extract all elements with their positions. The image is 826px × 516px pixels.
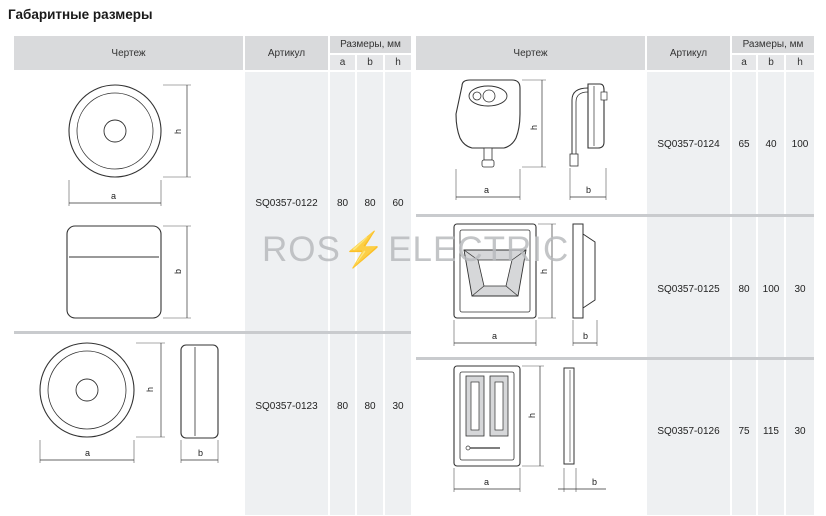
- dim-label-b: b: [198, 448, 204, 458]
- size-b-cell: 80: [364, 197, 376, 209]
- size-a-cell: 75: [738, 425, 750, 437]
- article-cell: SQ0357-0125: [657, 283, 720, 295]
- article-cell: SQ0357-0123: [255, 400, 318, 412]
- dim-label-b: b: [173, 268, 183, 274]
- dim-label-a: a: [492, 331, 498, 341]
- size-a-cell: 65: [738, 138, 750, 150]
- dim-label-a: a: [484, 185, 490, 195]
- size-h-cell: 30: [794, 425, 806, 437]
- header-a-right: a: [732, 55, 756, 70]
- size-h-cell: 100: [791, 138, 809, 150]
- dim-label-a: a: [111, 191, 117, 201]
- header-article-left: Артикул: [245, 36, 328, 70]
- article-cell: SQ0357-0124: [657, 138, 720, 150]
- dim-label-h: h: [145, 386, 155, 392]
- header-a-left: a: [330, 55, 355, 70]
- dim-label-a: a: [484, 477, 490, 487]
- right-row-separator: [416, 214, 814, 217]
- dim-label-h: h: [529, 124, 539, 130]
- right-row-separator: [416, 357, 814, 360]
- size-a-cell: 80: [336, 197, 349, 209]
- drawing-sq0357-0122: [55, 80, 205, 325]
- drawing-sq0357-0124: [440, 76, 630, 204]
- header-h-left: h: [385, 55, 411, 70]
- article-cell: SQ0357-0122: [255, 197, 318, 209]
- header-sizes-right: Размеры, мм: [732, 36, 814, 53]
- size-a-cell: 80: [738, 283, 750, 295]
- drawing-sq0357-0126: [440, 362, 630, 512]
- dim-label-a: a: [85, 448, 91, 458]
- watermark-right-text: ELECTRIC: [388, 230, 570, 269]
- header-drawing-right: Чертеж: [416, 36, 645, 70]
- watermark-left-text: ROS: [262, 230, 341, 269]
- size-b-cell: 115: [763, 425, 779, 437]
- dim-label-h: h: [539, 268, 549, 274]
- dim-label-b: b: [586, 185, 592, 195]
- header-b-right: b: [758, 55, 784, 70]
- size-b-cell: 100: [762, 283, 780, 295]
- drawing-sq0357-0123: [30, 340, 230, 510]
- dim-label-b: b: [592, 477, 598, 487]
- dim-label-b: b: [583, 331, 589, 341]
- left-row-separator: [14, 331, 411, 334]
- left-col-divider: [383, 72, 385, 515]
- header-drawing-left: Чертеж: [14, 36, 243, 70]
- watermark-logo: [262, 230, 569, 270]
- dim-label-h: h: [527, 412, 537, 418]
- size-a-cell: 80: [336, 400, 349, 412]
- size-h-cell: 30: [392, 400, 404, 412]
- left-col-divider: [355, 72, 357, 515]
- header-b-left: b: [357, 55, 383, 70]
- size-h-cell: 60: [392, 197, 404, 209]
- dim-label-h: h: [173, 128, 183, 134]
- header-sizes-left: Размеры, мм: [330, 36, 411, 53]
- lightning-bolt-icon: ⚡: [342, 231, 387, 269]
- article-cell: SQ0357-0126: [657, 425, 720, 437]
- left-col-divider: [328, 72, 330, 515]
- header-article-right: Артикул: [647, 36, 730, 70]
- size-b-cell: 40: [765, 138, 777, 150]
- size-b-cell: 80: [364, 400, 376, 412]
- size-h-cell: 30: [794, 283, 806, 295]
- page-title: Габаритные размеры: [8, 7, 153, 22]
- header-h-right: h: [786, 55, 814, 70]
